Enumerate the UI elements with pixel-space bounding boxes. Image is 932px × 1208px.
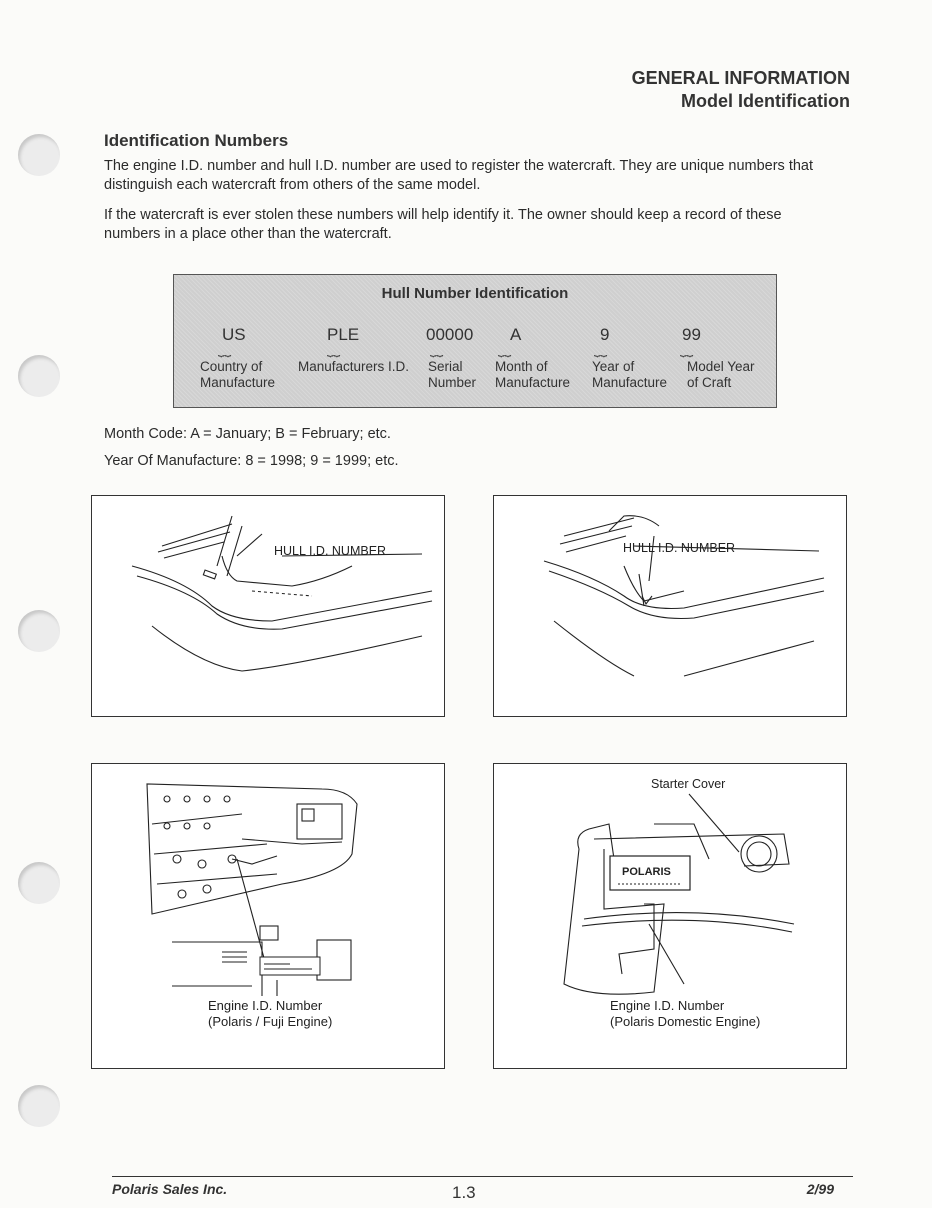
- figure-hull-id-left: [91, 495, 445, 717]
- code-serial: 00000: [426, 325, 474, 344]
- code-month: A: [510, 325, 522, 344]
- identification-heading: Identification Numbers: [104, 131, 289, 150]
- label-model-year: Model Year of Craft: [687, 359, 755, 390]
- label-month: Month of Manufacture: [495, 359, 571, 390]
- footer-page-number: 1.3: [452, 1183, 476, 1202]
- footer-company: Polaris Sales Inc.: [112, 1181, 228, 1197]
- label-year: Year of Manufacture: [592, 359, 668, 390]
- hull-id-label-right: HULL I.D. NUMBER: [623, 541, 736, 555]
- brace-icon: ⏟⏟: [594, 345, 608, 357]
- code-country: US: [222, 325, 246, 344]
- year-code-note: Year Of Manufacture: 8 = 1998; 9 = 1999; etc.: [104, 453, 399, 469]
- code-year: 9: [600, 325, 610, 344]
- hull-table-title: Hull Number Identification: [381, 285, 569, 302]
- label-serial: Serial Number: [428, 359, 477, 390]
- label-manufacturer: Manufacturers I.D.: [298, 359, 410, 374]
- brace-icon: ⏟⏟: [498, 345, 512, 357]
- subsection-title: Model Identification: [681, 91, 850, 111]
- paragraph-2-line-2: numbers in a place other than the watercraft.: [104, 226, 392, 242]
- month-code-note: Month Code: A = January; B = February; etc.: [104, 426, 391, 442]
- section-title: GENERAL INFORMATION: [631, 68, 850, 88]
- binder-hole: [18, 355, 60, 397]
- footer-rule: [112, 1176, 853, 1177]
- brace-icon: ⏟⏟: [430, 345, 444, 357]
- binder-hole: [18, 1085, 60, 1127]
- binder-hole: [18, 610, 60, 652]
- brace-icon: ⏟⏟: [327, 345, 341, 357]
- engine-caption-domestic: Engine I.D. Number (Polaris Domestic Engine): [610, 998, 761, 1029]
- figure-engine-id-domestic: [493, 763, 847, 1069]
- hull-drawing-right: [494, 496, 848, 718]
- binder-hole: [18, 862, 60, 904]
- label-country: Country of Manufacture: [200, 359, 276, 390]
- figure-hull-id-right: [493, 495, 847, 717]
- code-manufacturer: PLE: [327, 325, 360, 344]
- figure-engine-id-fuji: [91, 763, 445, 1069]
- hull-number-table: [173, 274, 777, 408]
- footer-date: 2/99: [806, 1181, 834, 1197]
- brace-icon: ⏟⏟: [680, 345, 694, 357]
- binder-hole: [18, 134, 60, 176]
- polaris-logo: POLARIS: [622, 866, 671, 878]
- paragraph-1-line-1: The engine I.D. number and hull I.D. number are used to register the watercraft. They are unique numbers that: [104, 158, 814, 174]
- engine-caption-fuji: Engine I.D. Number (Polaris / Fuji Engine): [208, 998, 333, 1029]
- paragraph-1-line-2: distinguish each watercraft from others of the same model.: [104, 177, 481, 193]
- code-model-year: 99: [682, 325, 701, 344]
- brace-icon: ⏟⏟: [218, 345, 232, 357]
- hull-id-label-left: HULL I.D. NUMBER: [274, 544, 387, 558]
- paragraph-2-line-1: If the watercraft is ever stolen these numbers will help identify it. The owner should keep a record of these: [104, 207, 782, 223]
- starter-cover-label: Starter Cover: [651, 777, 726, 791]
- hull-drawing-left: [92, 496, 446, 718]
